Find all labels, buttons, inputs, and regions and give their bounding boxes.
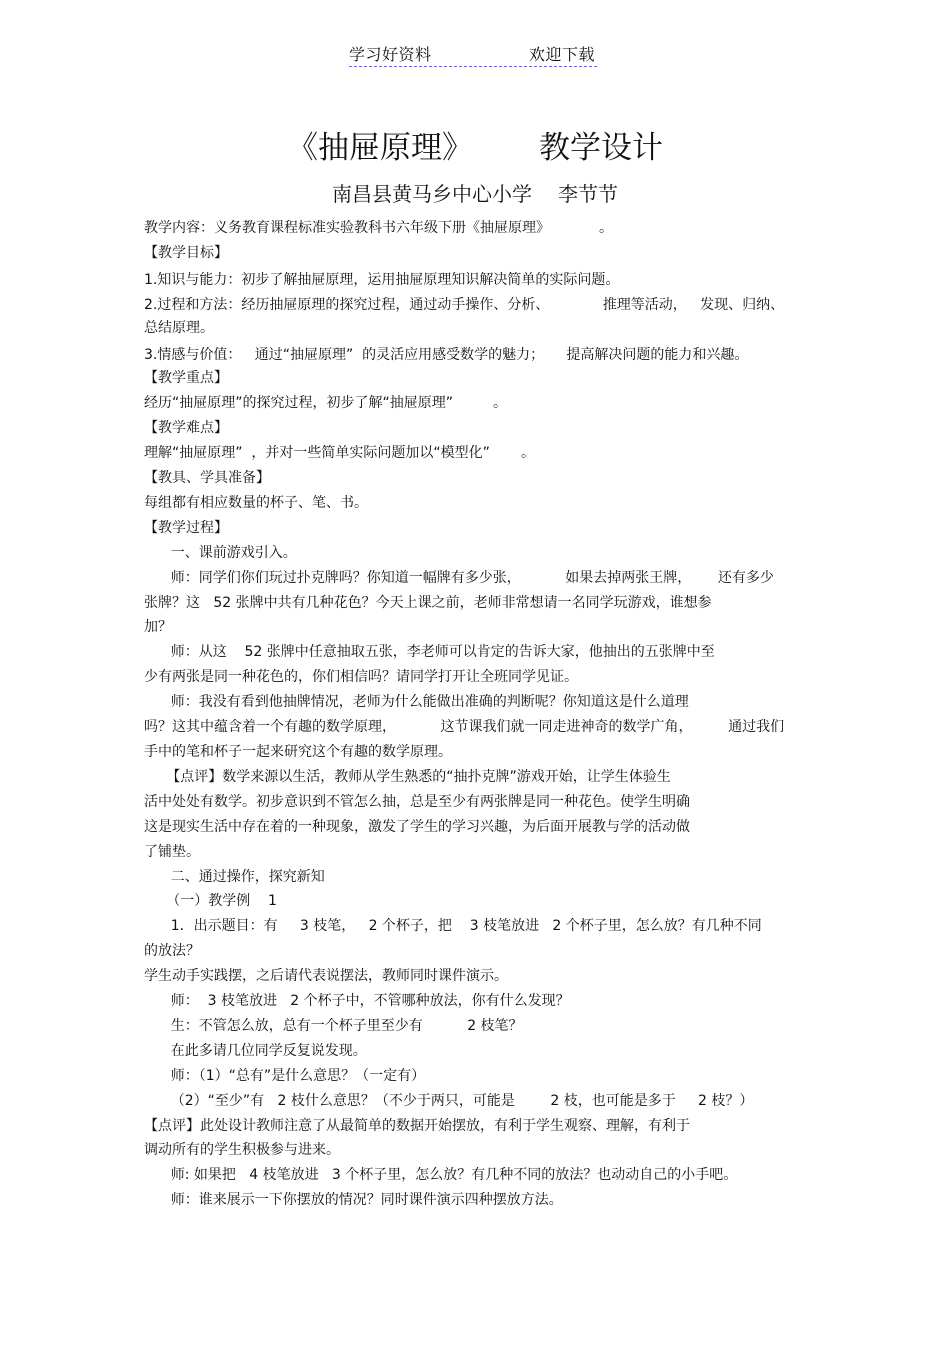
text-line: 总结原理。 <box>144 320 214 336</box>
text-line: 的放法？ <box>144 943 200 959</box>
document-title <box>0 122 950 167</box>
text-line: 加？ <box>144 619 172 635</box>
text-line: 师：（1）“总有”是什么意思？（一定有） <box>144 1068 426 1084</box>
text-line: 少有两张是同一种花色的，你们相信吗？请同学打开让全班同学见证。 <box>144 669 578 685</box>
text-line: 教学内容：义务教育课程标准实验教科书六年级下册《抽屉原理》 。 <box>144 220 613 236</box>
text-line: 师： 3 枝笔放进 2 个杯子中，不管哪种放法，你有什么发现？ <box>144 993 570 1009</box>
text-line: 活中处处有数学。初步意识到不管怎么抽，总是至少有两张牌是同一种花色。使学生明确 <box>144 794 690 810</box>
text-line: （一）教学例 1 <box>144 893 277 909</box>
title-main: 《抽屉原理》 <box>287 130 473 166</box>
text-line: 手中的笔和杯子一起来研究这个有趣的数学原理。 <box>144 744 452 760</box>
school-name: 南昌县黄马乡中心小学 <box>332 182 532 206</box>
header-right-text: 欢迎下载 <box>528 45 595 64</box>
text-line: 【教学过程】 <box>144 520 228 536</box>
text-line: 【教学目标】 <box>144 245 228 261</box>
text-line: 二、通过操作，探究新知 <box>144 869 325 885</box>
text-line: 生：不管怎么放，总有一个杯子里至少有 2 枝笔？ <box>144 1018 523 1034</box>
text-line: 3.情感与价值： 通过“抽屉原理” 的灵活应用感受数学的魅力； 提高解决问题的能力和兴趣。 <box>144 347 749 363</box>
text-line: 【点评】数学来源以生活，教师从学生熟悉的“抽扑克牌”游戏开始，让学生体验生 <box>144 769 671 785</box>
text-line: 【教学难点】 <box>144 420 228 436</box>
text-line: 【教学重点】 <box>144 370 228 386</box>
text-line: 师：我没有看到他抽牌情况，老师为什么能做出准确的判断呢？你知道这是什么道理 <box>144 694 689 710</box>
text-line: 学生动手实践摆，之后请代表说摆法，教师同时课件演示。 <box>144 968 508 984</box>
text-line: 这是现实生活中存在着的一种现象，激发了学生的学习兴趣，为后面开展教与学的活动做 <box>144 819 690 835</box>
text-line: 理解“抽屉原理” ，并对一些简单实际问题加以“模型化” 。 <box>144 445 536 461</box>
text-line: 在此多请几位同学反复说发现。 <box>144 1043 367 1059</box>
text-line: 师：谁来展示一下你摆放的情况？同时课件演示四种摆放方法。 <box>144 1192 563 1208</box>
text-line: 【教具、学具准备】 <box>144 470 270 486</box>
text-line: 了铺垫。 <box>144 844 200 860</box>
page-header <box>349 42 597 67</box>
title-sub: 教学设计 <box>539 130 663 166</box>
text-line: 1.知识与能力：初步了解抽屉原理，运用抽屉原理知识解决简单的实际问题。 <box>144 272 620 288</box>
text-line: 1．出示题目：有 3 枝笔， 2 个杯子，把 3 枝笔放进 2 个杯子里，怎么放？有几种不同 <box>144 918 762 934</box>
text-line: 一、课前游戏引入。 <box>144 545 297 561</box>
text-line: （2）“至少”有 2 枝什么意思？（不少于两只，可能是 2 枝，也可能是多于 2 枝？） <box>144 1093 754 1109</box>
text-line: 师: 如果把 4 枝笔放进 3 个杯子里，怎么放？有几种不同的放法？也动动自己的小手吧。 <box>144 1167 738 1183</box>
text-line: 师：同学们你们玩过扑克牌吗？你知道一幅牌有多少张， 如果去掉两张王牌， 还有多少 <box>144 570 774 586</box>
author-name: 李节节 <box>558 182 618 206</box>
text-line: 【点评】此处设计教师注意了从最简单的数据开始摆放，有利于学生观察、理解，有利于 <box>144 1118 690 1134</box>
header-left-text: 学习好资料 <box>349 45 432 64</box>
text-line: 张牌？这 52 张牌中共有几种花色？今天上课之前，老师非常想请一名同学玩游戏，谁想参 <box>144 595 712 611</box>
text-line: 2.过程和方法：经历抽屉原理的探究过程，通过动手操作、分析、 推理等活动， 发现、归纳、 <box>144 297 785 313</box>
document-subtitle <box>0 178 950 207</box>
text-line: 调动所有的学生积极参与进来。 <box>144 1142 340 1158</box>
text-line: 吗？这其中蕴含着一个有趣的数学原理， 这节课我们就一同走进神奇的数学广角， 通过我们 <box>144 719 785 735</box>
text-line: 经历“抽屉原理”的探究过程，初步了解“抽屉原理” 。 <box>144 395 508 411</box>
text-line: 师：从这 52 张牌中任意抽取五张，李老师可以肯定的告诉大家，他抽出的五张牌中至 <box>144 644 715 660</box>
text-line: 每组都有相应数量的杯子、笔、书。 <box>144 495 368 511</box>
